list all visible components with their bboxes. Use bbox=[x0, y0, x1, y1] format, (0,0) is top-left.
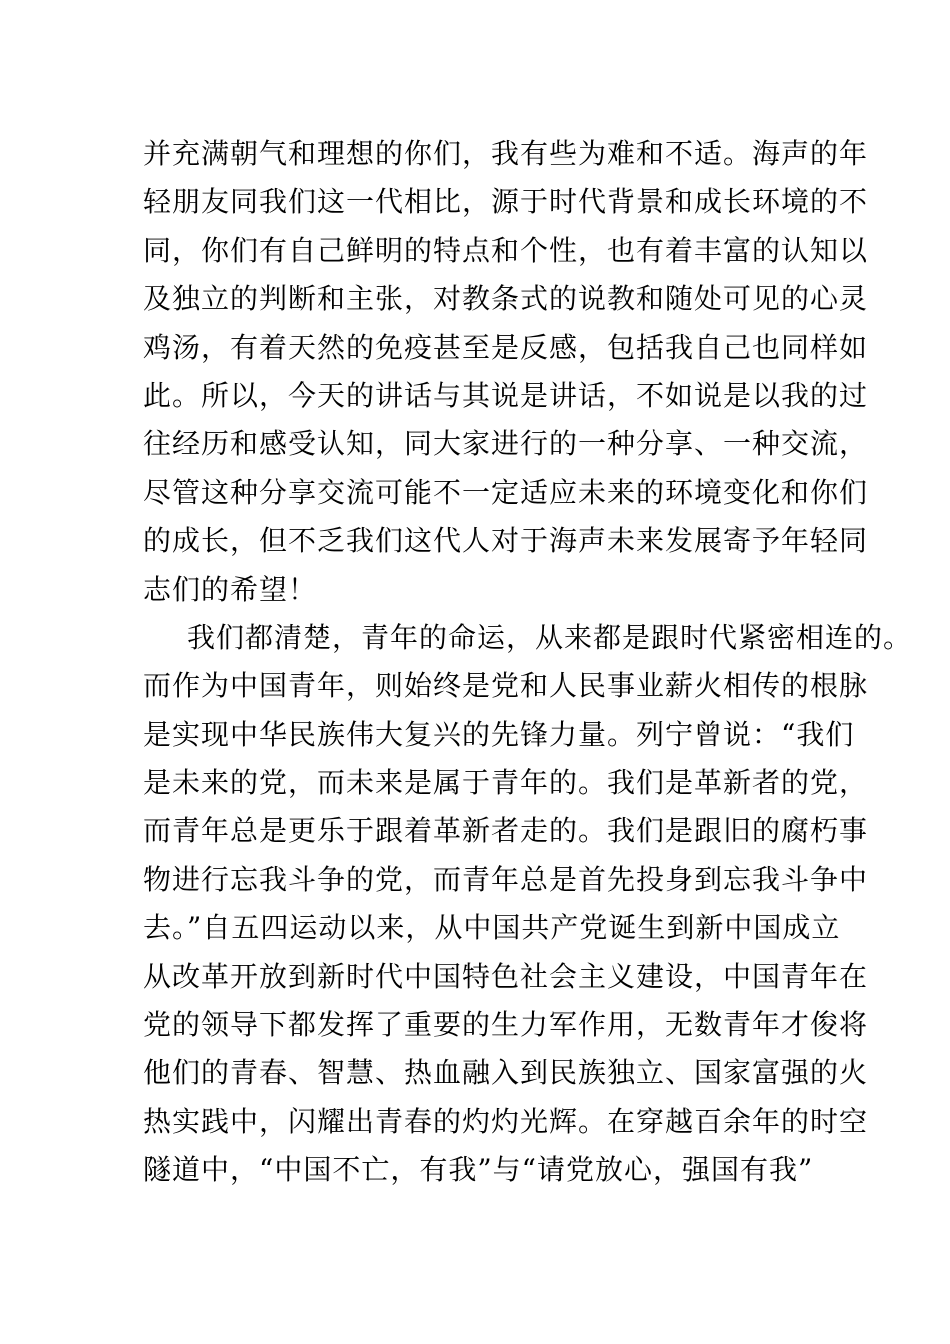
text-line: 鸡汤，有着天然的免疫甚至是反感，包括我自己也同样如 bbox=[143, 330, 869, 364]
text-line: 志们的希望！ bbox=[143, 572, 318, 606]
text-line: 隧道中，“中国不亡，有我”与“请党放心，强国有我” bbox=[143, 1153, 814, 1187]
text-line: 及独立的判断和主张，对教条式的说教和随处可见的心灵 bbox=[143, 282, 869, 316]
body-text bbox=[143, 130, 913, 1195]
text-line: 尽管这种分享交流可能不一定适应未来的环境变化和你们 bbox=[143, 475, 869, 509]
text-line: 的成长，但不乏我们这代人对于海声未来发展寄予年轻同 bbox=[143, 524, 869, 558]
text-line: 而青年总是更乐于跟着革新者走的。我们是跟旧的腐朽事 bbox=[143, 814, 869, 848]
text-line: 轻朋友同我们这一代相比，源于时代背景和成长环境的不 bbox=[143, 185, 869, 219]
text-line: 而作为中国青年，则始终是党和人民事业薪火相传的根脉 bbox=[143, 669, 869, 703]
text-line: 是实现中华民族伟大复兴的先锋力量。列宁曾说：“我们 bbox=[143, 717, 855, 751]
text-line: 此。所以，今天的讲话与其说是讲话，不如说是以我的过 bbox=[143, 378, 869, 412]
text-line: 去。”自五四运动以来，从中国共产党诞生到新中国成立 bbox=[143, 911, 841, 945]
paragraph-start-line: 我们都清楚，青年的命运，从来都是跟时代紧密相连的。 bbox=[187, 620, 913, 654]
text-line: 往经历和感受认知，同大家进行的一种分享、一种交流， bbox=[143, 427, 869, 461]
text-line: 他们的青春、智慧、热血融入到民族独立、国家富强的火 bbox=[143, 1056, 869, 1090]
text-line: 热实践中，闪耀出青春的灼灼光辉。在穿越百余年的时空 bbox=[143, 1104, 869, 1138]
text-line: 党的领导下都发挥了重要的生力军作用，无数青年才俊将 bbox=[143, 1008, 869, 1042]
text-line: 从改革开放到新时代中国特色社会主义建设，中国青年在 bbox=[143, 959, 869, 993]
text-line: 并充满朝气和理想的你们，我有些为难和不适。海声的年 bbox=[143, 137, 869, 170]
text-line: 物进行忘我斗争的党，而青年总是首先投身到忘我斗争中 bbox=[143, 862, 869, 896]
text-line: 是未来的党，而未来是属于青年的。我们是革新者的党， bbox=[143, 766, 869, 800]
text-line: 同，你们有自己鲜明的特点和个性，也有着丰富的认知以 bbox=[143, 233, 869, 267]
